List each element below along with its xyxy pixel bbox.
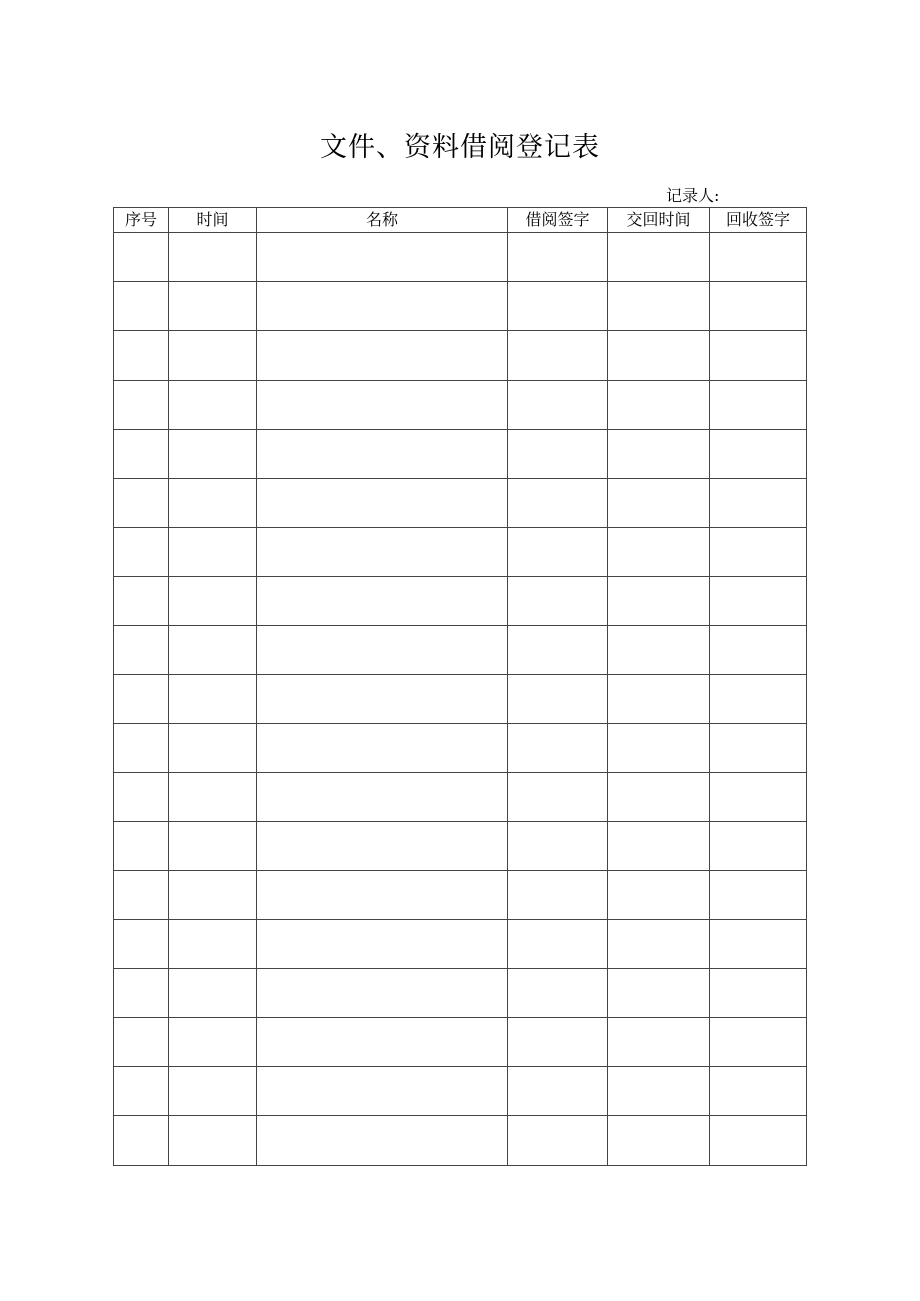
return-time-cell[interactable] [608,1067,710,1116]
name-cell[interactable] [257,282,508,331]
time-cell[interactable] [169,724,257,773]
time-cell[interactable] [169,577,257,626]
index-cell[interactable] [114,233,169,282]
index-cell[interactable] [114,282,169,331]
borrow-signature-cell[interactable] [508,331,608,381]
return-time-cell[interactable] [608,724,710,773]
index-cell[interactable] [114,331,169,381]
name-cell[interactable] [257,920,508,969]
index-cell[interactable] [114,430,169,479]
borrow-signature-cell[interactable] [508,479,608,528]
table-row [114,331,807,381]
return-time-cell[interactable] [608,479,710,528]
name-cell[interactable] [257,381,508,430]
table-row [114,675,807,724]
time-cell[interactable] [169,528,257,577]
name-cell[interactable] [257,430,508,479]
receive-signature-cell[interactable] [710,920,807,969]
borrow-signature-cell[interactable] [508,282,608,331]
time-cell[interactable] [169,773,257,822]
receive-signature-cell[interactable] [710,1018,807,1067]
time-cell[interactable] [169,282,257,331]
receive-signature-cell[interactable] [710,577,807,626]
index-cell[interactable] [114,381,169,430]
column-header-time: 时间 [169,208,257,233]
borrow-signature-cell[interactable] [508,626,608,675]
return-time-cell[interactable] [608,871,710,920]
time-cell[interactable] [169,1116,257,1166]
name-cell[interactable] [257,626,508,675]
index-cell[interactable] [114,724,169,773]
return-time-cell[interactable] [608,1018,710,1067]
borrow-signature-cell[interactable] [508,381,608,430]
time-cell[interactable] [169,920,257,969]
return-time-cell[interactable] [608,233,710,282]
time-cell[interactable] [169,1018,257,1067]
name-cell[interactable] [257,233,508,282]
receive-signature-cell[interactable] [710,675,807,724]
index-cell[interactable] [114,675,169,724]
return-time-cell[interactable] [608,626,710,675]
name-cell[interactable] [257,528,508,577]
name-cell[interactable] [257,1067,508,1116]
table-row [114,430,807,479]
time-cell[interactable] [169,233,257,282]
borrow-signature-cell[interactable] [508,969,608,1018]
table-row [114,1067,807,1116]
column-header-receive-signature: 回收签字 [710,208,807,233]
table-row [114,773,807,822]
index-cell[interactable] [114,1067,169,1116]
index-cell[interactable] [114,822,169,871]
table-row [114,626,807,675]
receive-signature-cell[interactable] [710,430,807,479]
return-time-cell[interactable] [608,430,710,479]
time-cell[interactable] [169,675,257,724]
receive-signature-cell[interactable] [710,282,807,331]
column-header-index: 序号 [114,208,169,233]
index-cell[interactable] [114,1116,169,1166]
name-cell[interactable] [257,871,508,920]
name-cell[interactable] [257,969,508,1018]
column-header-return-time: 交回时间 [608,208,710,233]
receive-signature-cell[interactable] [710,822,807,871]
table-row [114,1018,807,1067]
name-cell[interactable] [257,331,508,381]
borrow-signature-cell[interactable] [508,430,608,479]
index-cell[interactable] [114,871,169,920]
time-cell[interactable] [169,430,257,479]
name-cell[interactable] [257,724,508,773]
index-cell[interactable] [114,920,169,969]
return-time-cell[interactable] [608,675,710,724]
receive-signature-cell[interactable] [710,626,807,675]
borrow-signature-cell[interactable] [508,920,608,969]
name-cell[interactable] [257,577,508,626]
table-row [114,1116,807,1166]
time-cell[interactable] [169,822,257,871]
time-cell[interactable] [169,381,257,430]
borrow-signature-cell[interactable] [508,773,608,822]
time-cell[interactable] [169,626,257,675]
borrow-signature-cell[interactable] [508,1116,608,1166]
table-row [114,528,807,577]
return-time-cell[interactable] [608,1116,710,1166]
borrow-signature-cell[interactable] [508,822,608,871]
name-cell[interactable] [257,822,508,871]
receive-signature-cell[interactable] [710,528,807,577]
name-cell[interactable] [257,1116,508,1166]
index-cell[interactable] [114,1018,169,1067]
table-header-row [114,208,807,233]
time-cell[interactable] [169,479,257,528]
column-header-borrow-signature: 借阅签字 [508,208,608,233]
return-time-cell[interactable] [608,528,710,577]
page-title: 文件、资料借阅登记表 [320,132,600,163]
return-time-cell[interactable] [608,331,710,381]
receive-signature-cell[interactable] [710,773,807,822]
borrow-signature-cell[interactable] [508,1018,608,1067]
index-cell[interactable] [114,969,169,1018]
receive-signature-cell[interactable] [710,331,807,381]
name-cell[interactable] [257,675,508,724]
table-row [114,969,807,1018]
recorder-label: 记录人: [666,186,720,205]
borrow-signature-cell[interactable] [508,1067,608,1116]
return-time-cell[interactable] [608,773,710,822]
table-row [114,577,807,626]
time-cell[interactable] [169,331,257,381]
return-time-cell[interactable] [608,577,710,626]
time-cell[interactable] [169,969,257,1018]
receive-signature-cell[interactable] [710,724,807,773]
table-row [114,871,807,920]
table-row [114,233,807,282]
return-time-cell[interactable] [608,920,710,969]
index-cell[interactable] [114,577,169,626]
time-cell[interactable] [169,871,257,920]
borrow-signature-cell[interactable] [508,675,608,724]
return-time-cell[interactable] [608,282,710,331]
table-row [114,282,807,331]
table-row [114,381,807,430]
name-cell[interactable] [257,479,508,528]
index-cell[interactable] [114,773,169,822]
return-time-cell[interactable] [608,381,710,430]
receive-signature-cell[interactable] [710,1067,807,1116]
table-body [114,233,807,1166]
name-cell[interactable] [257,773,508,822]
receive-signature-cell[interactable] [710,969,807,1018]
receive-signature-cell[interactable] [710,1116,807,1166]
index-cell[interactable] [114,528,169,577]
borrow-log-table [113,207,807,1166]
return-time-cell[interactable] [608,822,710,871]
return-time-cell[interactable] [608,969,710,1018]
receive-signature-cell[interactable] [710,871,807,920]
borrow-signature-cell[interactable] [508,233,608,282]
borrow-signature-cell[interactable] [508,528,608,577]
name-cell[interactable] [257,1018,508,1067]
receive-signature-cell[interactable] [710,233,807,282]
table-row [114,822,807,871]
column-header-name: 名称 [257,208,508,233]
borrow-signature-cell[interactable] [508,724,608,773]
borrow-signature-cell[interactable] [508,871,608,920]
table-row [114,920,807,969]
table-row [114,724,807,773]
index-cell[interactable] [114,626,169,675]
index-cell[interactable] [114,479,169,528]
receive-signature-cell[interactable] [710,381,807,430]
receive-signature-cell[interactable] [710,479,807,528]
time-cell[interactable] [169,1067,257,1116]
table-row [114,479,807,528]
borrow-signature-cell[interactable] [508,577,608,626]
